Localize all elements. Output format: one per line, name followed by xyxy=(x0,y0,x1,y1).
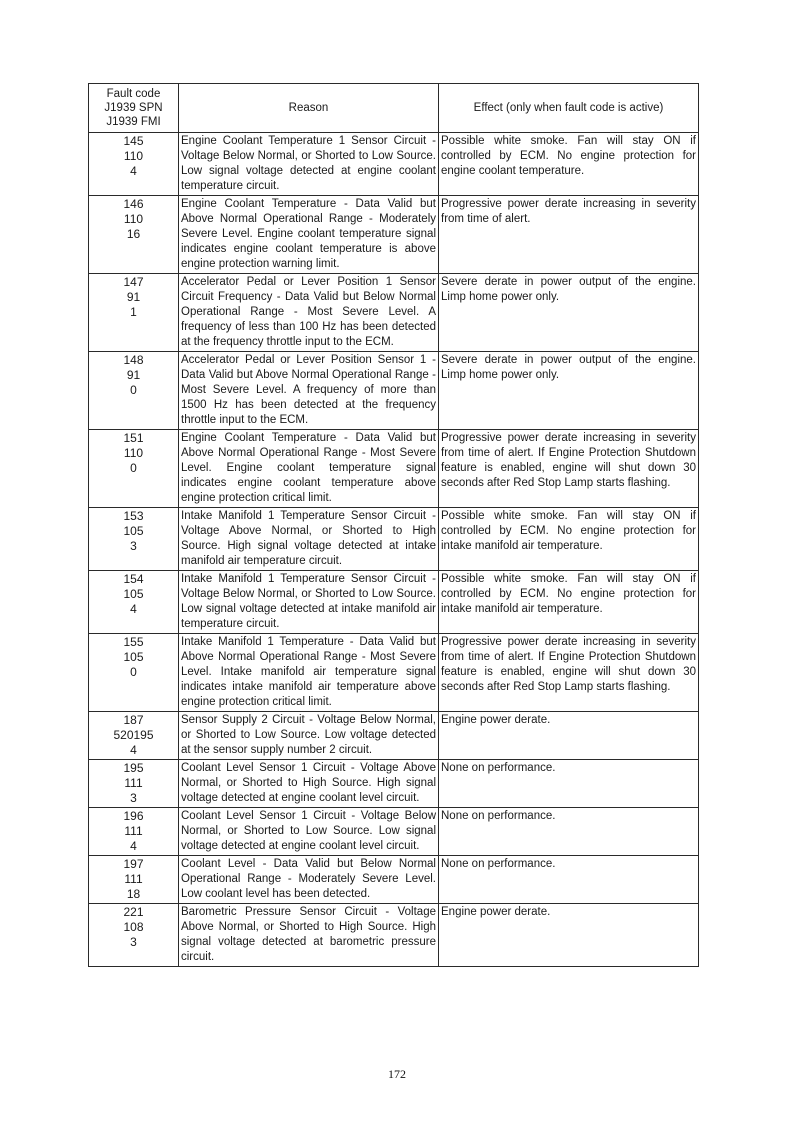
effect-cell: Severe derate in power output of the engine. Limp home power only. xyxy=(439,352,699,430)
fmi-number: 16 xyxy=(126,227,141,241)
fault-code-cell xyxy=(89,904,179,967)
fault-code-cell xyxy=(89,856,179,904)
fmi-number: 3 xyxy=(130,935,137,949)
spn-number: 105 xyxy=(123,650,144,664)
effect-cell: Possible white smoke. Fan will stay ON if controlled by ECM. No engine protection for engine coolant temperature. xyxy=(439,133,699,196)
reason-cell: Coolant Level Sensor 1 Circuit - Voltage Above Normal, or Shorted to High Source. High signal voltage detected at engine coolant level circuit. xyxy=(179,760,439,808)
reason-cell: Engine Coolant Temperature - Data Valid but Above Normal Operational Range - Most Severe Level. Engine coolant temperature signal indicates engine coolant temperature above engine protection critical limit. xyxy=(179,430,439,508)
table-row xyxy=(89,634,699,712)
spn-code: 197 xyxy=(123,857,144,871)
effect-cell: Progressive power derate increasing in severity from time of alert. xyxy=(439,196,699,274)
reason-cell: Engine Coolant Temperature - Data Valid but Above Normal Operational Range - Moderately Severe Level. Engine coolant temperature signal indicates engine coolant temperature is above engine protection warning limit. xyxy=(179,196,439,274)
spn-code: 145 xyxy=(123,134,144,148)
spn-code: 195 xyxy=(123,761,144,775)
table-header-row xyxy=(89,84,699,133)
spn-code: 146 xyxy=(123,197,144,211)
fault-code-cell xyxy=(89,712,179,760)
spn-number: 110 xyxy=(123,149,144,163)
reason-cell: Coolant Level - Data Valid but Below Normal Operational Range - Moderately Severe Level. Low coolant level has been detected. xyxy=(179,856,439,904)
fault-code-cell xyxy=(89,274,179,352)
header-spn-line: J1939 SPN xyxy=(104,102,163,114)
header-fault-code-line: Fault code xyxy=(106,88,161,100)
spn-code: 155 xyxy=(123,635,144,649)
spn-code: 196 xyxy=(123,809,144,823)
header-reason: Reason xyxy=(179,84,439,133)
fmi-number: 3 xyxy=(130,791,137,805)
fmi-number: 0 xyxy=(130,461,137,475)
page-number: 172 xyxy=(388,1067,406,1081)
spn-code: 148 xyxy=(123,353,144,367)
effect-cell: Severe derate in power output of the engine. Limp home power only. xyxy=(439,274,699,352)
spn-code: 187 xyxy=(123,713,144,727)
fmi-number: 4 xyxy=(130,743,137,757)
fmi-number: 4 xyxy=(130,839,137,853)
effect-cell: None on performance. xyxy=(439,808,699,856)
spn-code: 153 xyxy=(123,509,144,523)
reason-cell: Intake Manifold 1 Temperature Sensor Circuit - Voltage Above Normal, or Shorted to High Source. High signal voltage detected at intake manifold air temperature circuit. xyxy=(179,508,439,571)
header-fmi-line: J1939 FMI xyxy=(106,116,161,128)
table-row xyxy=(89,196,699,274)
fault-code-table xyxy=(88,83,699,967)
spn-number: 520195 xyxy=(113,728,154,742)
reason-cell: Intake Manifold 1 Temperature Sensor Circuit - Voltage Below Normal, or Shorted to Low Source. Low signal voltage detected at intake manifold air temperature circuit. xyxy=(179,571,439,634)
table-row xyxy=(89,274,699,352)
header-effect: Effect (only when fault code is active) xyxy=(439,84,699,133)
fault-code-cell xyxy=(89,430,179,508)
fault-code-cell xyxy=(89,760,179,808)
fault-code-cell xyxy=(89,508,179,571)
effect-cell: Possible white smoke. Fan will stay ON if controlled by ECM. No engine protection for intake manifold air temperature. xyxy=(439,571,699,634)
reason-cell: Sensor Supply 2 Circuit - Voltage Below Normal, or Shorted to Low Source. Low voltage detected at the sensor supply number 2 circuit. xyxy=(179,712,439,760)
reason-cell: Accelerator Pedal or Lever Position 1 Sensor Circuit Frequency - Data Valid but Below Normal Operational Range - Most Severe Level. A frequency of less than 100 Hz has been detected at the frequency throttle input to the ECM. xyxy=(179,274,439,352)
reason-cell: Barometric Pressure Sensor Circuit - Voltage Above Normal, or Shorted to High Source. High signal voltage detected at barometric pressure circuit. xyxy=(179,904,439,967)
reason-cell: Coolant Level Sensor 1 Circuit - Voltage Below Normal, or Shorted to Low Source. Low signal voltage detected at engine coolant level circuit. xyxy=(179,808,439,856)
effect-cell: Progressive power derate increasing in severity from time of alert. If Engine Protection Shutdown feature is enabled, engine will shut down 30 seconds after Red Stop Lamp starts flashing. xyxy=(439,430,699,508)
spn-code: 154 xyxy=(123,572,144,586)
effect-cell: Progressive power derate increasing in severity from time of alert. If Engine Protection Shutdown feature is enabled, engine will shut down 30 seconds after Red Stop Lamp starts flashing. xyxy=(439,634,699,712)
spn-number: 105 xyxy=(123,524,144,538)
spn-number: 110 xyxy=(123,446,144,460)
fmi-number: 0 xyxy=(130,665,137,679)
spn-number: 111 xyxy=(124,872,143,886)
reason-cell: Intake Manifold 1 Temperature - Data Valid but Above Normal Operational Range - Most Severe Level. Intake manifold air temperature signal indicates intake manifold air temperature above engine protection critical limit. xyxy=(179,634,439,712)
table-row xyxy=(89,508,699,571)
effect-cell: Engine power derate. xyxy=(439,712,699,760)
table-row xyxy=(89,808,699,856)
table-row xyxy=(89,856,699,904)
spn-number: 111 xyxy=(124,824,143,838)
table-row xyxy=(89,904,699,967)
reason-cell: Engine Coolant Temperature 1 Sensor Circuit - Voltage Below Normal, or Shorted to Low Source. Low signal voltage detected at engine coolant temperature circuit. xyxy=(179,133,439,196)
spn-code: 147 xyxy=(123,275,144,289)
fault-code-cell xyxy=(89,808,179,856)
fmi-number: 0 xyxy=(130,383,137,397)
spn-number: 108 xyxy=(123,920,144,934)
fmi-number: 1 xyxy=(130,305,137,319)
effect-cell: Engine power derate. xyxy=(439,904,699,967)
effect-cell: None on performance. xyxy=(439,760,699,808)
effect-cell: None on performance. xyxy=(439,856,699,904)
fault-code-cell xyxy=(89,133,179,196)
fmi-number: 4 xyxy=(130,164,137,178)
table-row xyxy=(89,430,699,508)
table-row xyxy=(89,133,699,196)
table-row xyxy=(89,571,699,634)
table-row xyxy=(89,712,699,760)
fmi-number: 4 xyxy=(130,602,137,616)
table-row xyxy=(89,760,699,808)
spn-code: 221 xyxy=(123,905,144,919)
fmi-number: 18 xyxy=(126,887,141,901)
spn-code: 151 xyxy=(123,431,144,445)
table-row xyxy=(89,352,699,430)
spn-number: 91 xyxy=(126,290,141,304)
spn-number: 111 xyxy=(124,776,143,790)
spn-number: 105 xyxy=(123,587,144,601)
spn-number: 91 xyxy=(126,368,141,382)
fmi-number: 3 xyxy=(130,539,137,553)
fault-code-cell xyxy=(89,571,179,634)
spn-number: 110 xyxy=(123,212,144,226)
fault-code-cell xyxy=(89,634,179,712)
reason-cell: Accelerator Pedal or Lever Position Sensor 1 - Data Valid but Above Normal Operational Range - Most Severe Level. A frequency of more than 1500 Hz has been detected at the frequency throttle input to the ECM. xyxy=(179,352,439,430)
fault-code-cell xyxy=(89,196,179,274)
header-fault-code xyxy=(89,84,179,133)
effect-cell: Possible white smoke. Fan will stay ON if controlled by ECM. No engine protection for intake manifold air temperature. xyxy=(439,508,699,571)
fault-code-cell xyxy=(89,352,179,430)
